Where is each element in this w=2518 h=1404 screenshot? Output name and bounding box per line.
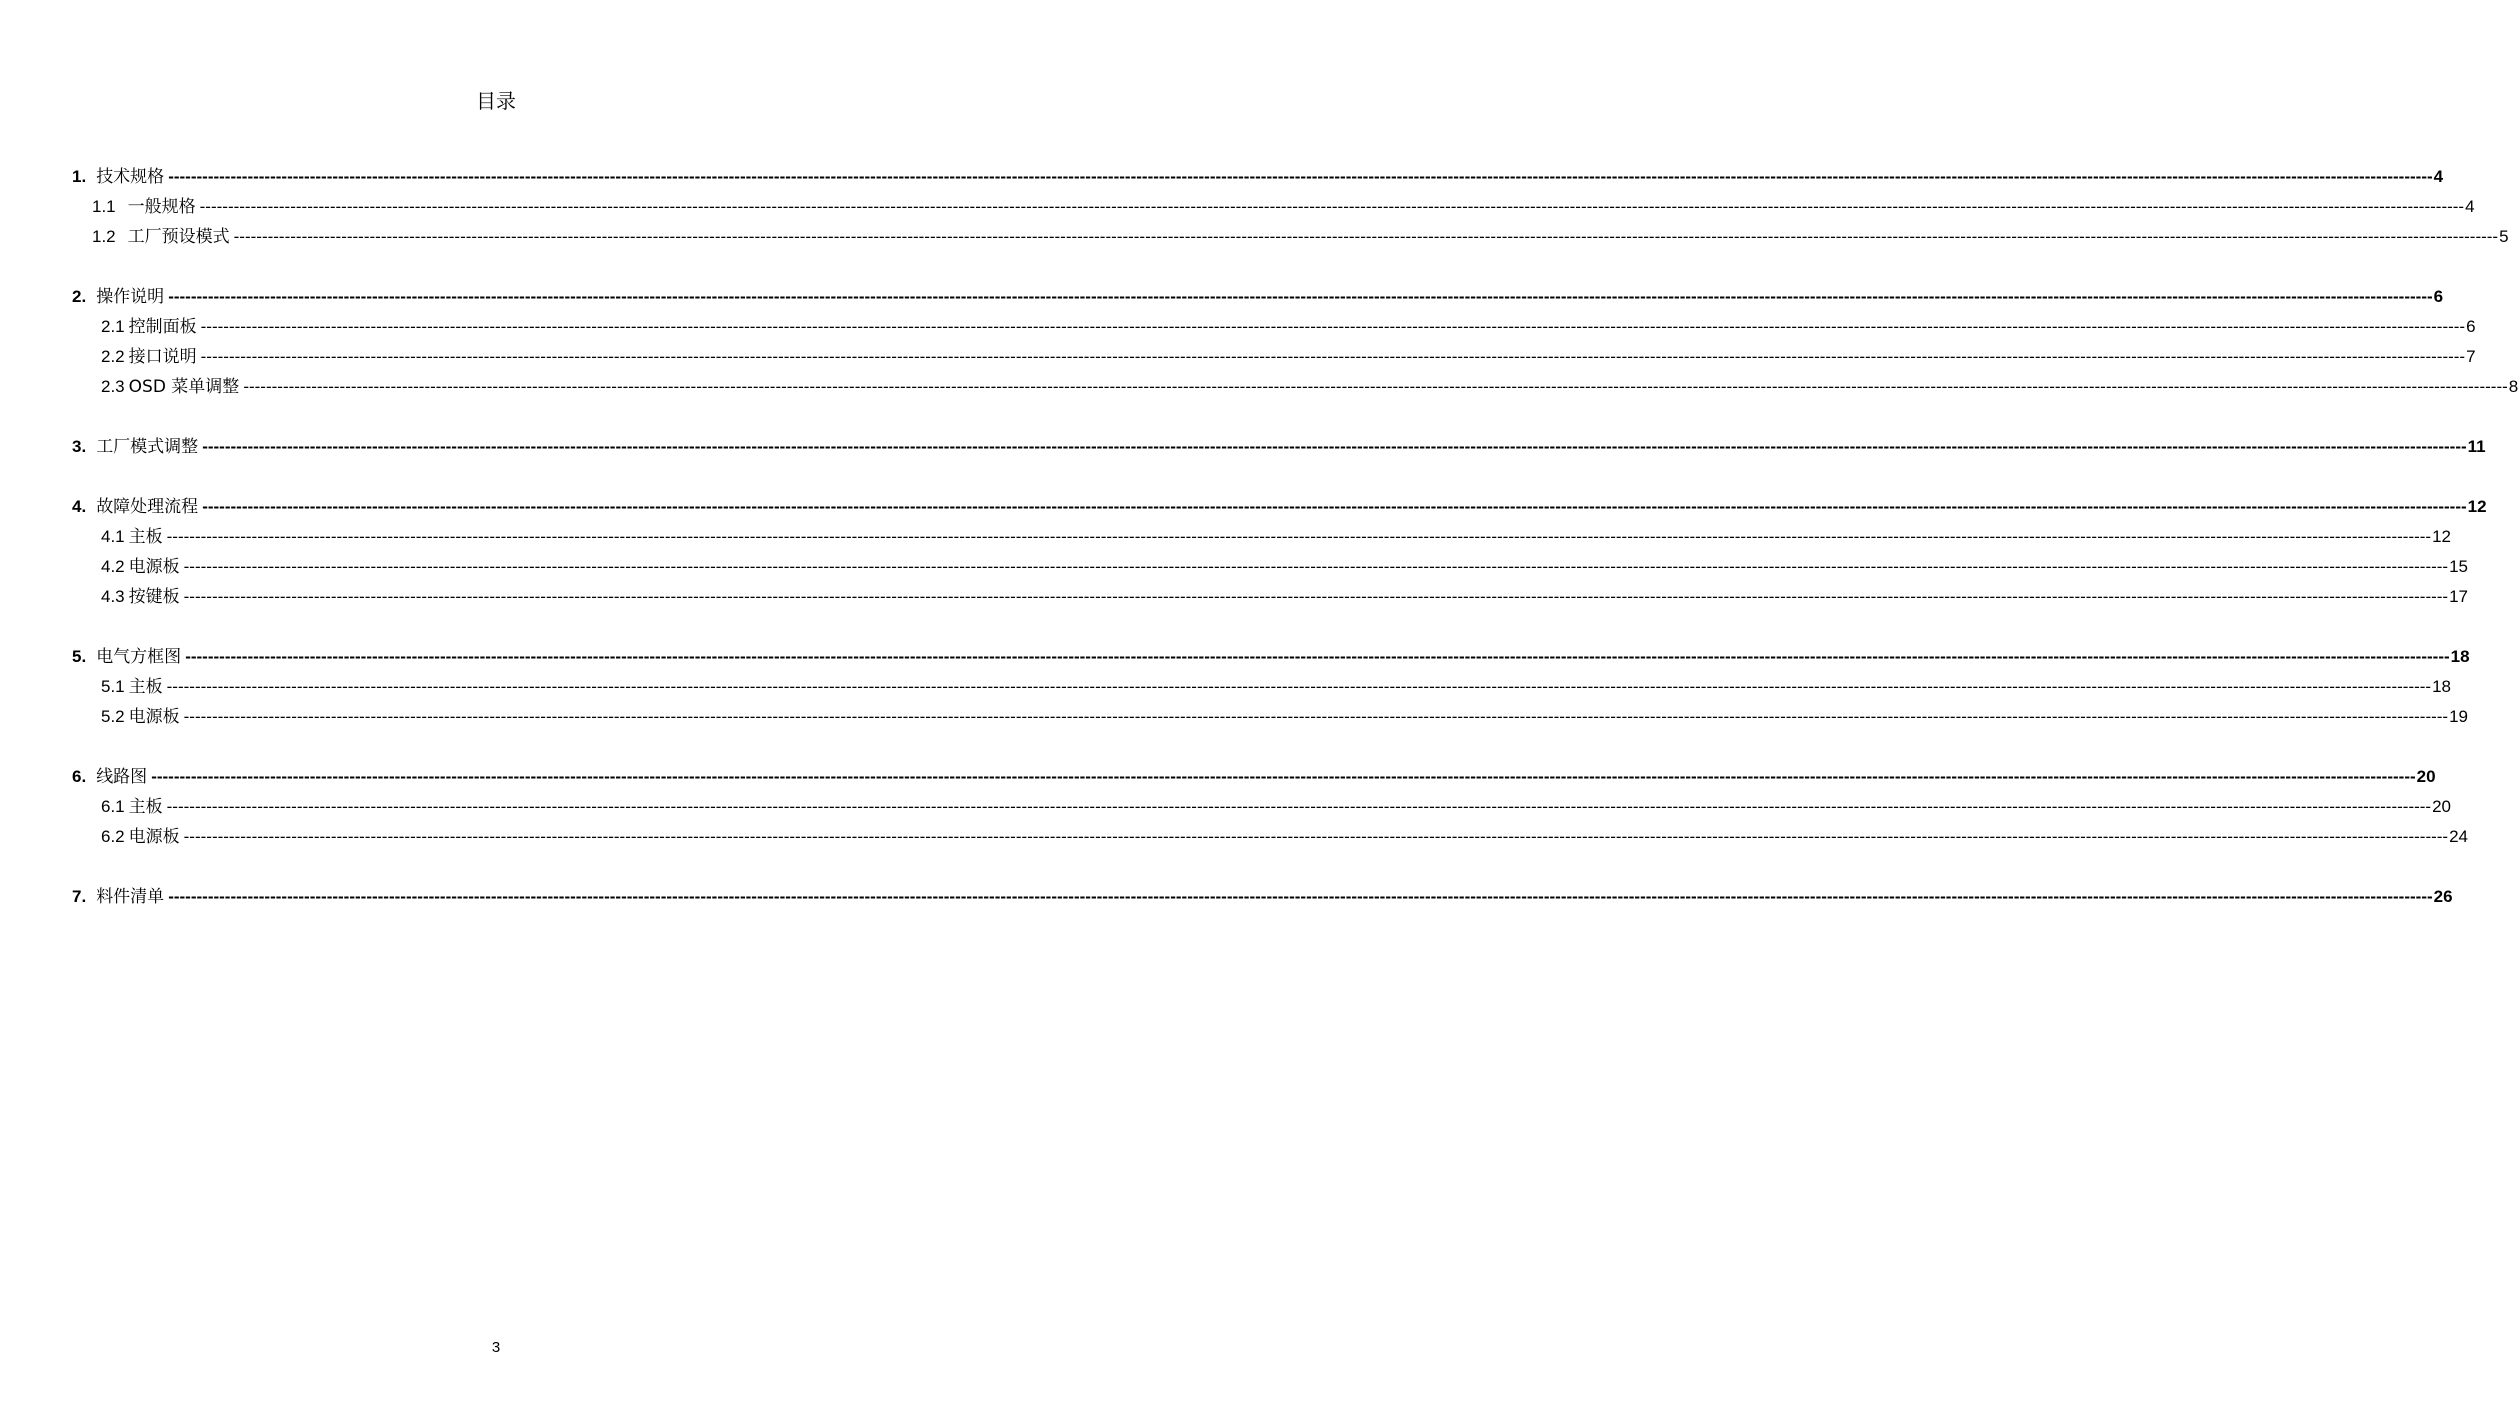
toc-entry-title: 电源板: [128, 827, 180, 847]
toc-entry[interactable]: [72, 645, 2470, 669]
toc-entry-page: 6: [2466, 317, 2476, 336]
toc-entry[interactable]: [92, 195, 2475, 219]
toc-entry-title: 接口说明: [128, 347, 197, 367]
toc-entry-title: 电源板: [128, 707, 180, 727]
toc-entry-number: 1.: [72, 167, 87, 186]
toc-entry-title: 工厂模式调整: [96, 437, 199, 457]
toc-entry-title: OSD 菜单调整: [128, 377, 240, 397]
toc-entry-title: 料件清单: [96, 887, 165, 907]
toc-entry[interactable]: [72, 885, 2453, 909]
dot-leader: ----------------------------------------------------------------------------------------------------------------------------------------------------------------------------------------------------------------------------------------------------------------------------------------------------------------------------------------------------------------------------------------------------------------: [168, 167, 2433, 186]
toc-entry-number: 1.2: [92, 227, 116, 246]
toc-entry-number: 6.1: [101, 797, 125, 816]
dot-leader: ----------------------------------------------------------------------------------------------------------------------------------------------------------------------------------------------------------------------------------------------------------------------------------------------------------------------------------------------------------------------------------------------------------------: [185, 647, 2450, 666]
toc-entry-page: 4: [2465, 197, 2475, 216]
dot-leader: ----------------------------------------------------------------------------------------------------------------------------------------------------------------------------------------------------------------------------------------------------------------------------------------------------------------------------------------------------------------------------------------------------------------: [233, 227, 2499, 246]
dot-leader: ----------------------------------------------------------------------------------------------------------------------------------------------------------------------------------------------------------------------------------------------------------------------------------------------------------------------------------------------------------------------------------------------------------------: [183, 587, 2449, 606]
dot-leader: ----------------------------------------------------------------------------------------------------------------------------------------------------------------------------------------------------------------------------------------------------------------------------------------------------------------------------------------------------------------------------------------------------------------: [199, 197, 2465, 216]
dot-leader: ----------------------------------------------------------------------------------------------------------------------------------------------------------------------------------------------------------------------------------------------------------------------------------------------------------------------------------------------------------------------------------------------------------------: [200, 317, 2466, 336]
toc-entry[interactable]: [101, 675, 2452, 699]
toc-entry[interactable]: [92, 225, 2509, 249]
page-title: 目录: [476, 89, 516, 113]
toc-entry[interactable]: [101, 795, 2452, 819]
toc-entry-title: 工厂预设模式: [127, 227, 230, 247]
dot-leader: ----------------------------------------------------------------------------------------------------------------------------------------------------------------------------------------------------------------------------------------------------------------------------------------------------------------------------------------------------------------------------------------------------------------: [151, 767, 2416, 786]
dot-leader: ----------------------------------------------------------------------------------------------------------------------------------------------------------------------------------------------------------------------------------------------------------------------------------------------------------------------------------------------------------------------------------------------------------------: [166, 677, 2432, 696]
toc-entry-title: 主板: [128, 677, 163, 697]
toc-entry[interactable]: [101, 825, 2469, 849]
toc-entry[interactable]: [72, 765, 2436, 789]
page-number: 3: [491, 1339, 501, 1356]
toc-entry[interactable]: [101, 555, 2469, 579]
toc-entry-number: 2.: [72, 287, 87, 306]
toc-entry-title: 控制面板: [128, 317, 197, 337]
toc-entry-title: 主板: [128, 527, 163, 547]
dot-leader: ----------------------------------------------------------------------------------------------------------------------------------------------------------------------------------------------------------------------------------------------------------------------------------------------------------------------------------------------------------------------------------------------------------------: [243, 377, 2508, 396]
toc-entry-number: 6.: [72, 767, 87, 786]
dot-leader: ----------------------------------------------------------------------------------------------------------------------------------------------------------------------------------------------------------------------------------------------------------------------------------------------------------------------------------------------------------------------------------------------------------------: [166, 527, 2432, 546]
toc-entry-number: 2.2: [101, 347, 125, 366]
dot-leader: ----------------------------------------------------------------------------------------------------------------------------------------------------------------------------------------------------------------------------------------------------------------------------------------------------------------------------------------------------------------------------------------------------------------: [200, 347, 2466, 366]
toc-entry-title: 线路图: [96, 767, 148, 787]
toc-entry[interactable]: [72, 495, 2487, 519]
toc-entry-page: 7: [2466, 347, 2476, 366]
dot-leader: ----------------------------------------------------------------------------------------------------------------------------------------------------------------------------------------------------------------------------------------------------------------------------------------------------------------------------------------------------------------------------------------------------------------: [168, 287, 2433, 306]
toc-entry-title: 一般规格: [127, 197, 196, 217]
toc-entry-page: 11: [2467, 437, 2486, 456]
toc-entry-page: 20: [2416, 767, 2436, 786]
toc-entry[interactable]: [101, 315, 2476, 339]
toc-entry-page: 18: [2432, 677, 2452, 696]
toc-entry[interactable]: [101, 705, 2469, 729]
toc-entry-number: 4.2: [101, 557, 125, 576]
toc-entry-page: 20: [2432, 797, 2452, 816]
toc-entry-title: 电源板: [128, 557, 180, 577]
toc-entry-title: 操作说明: [96, 287, 165, 307]
toc-entry-page: 15: [2449, 557, 2469, 576]
toc-entry-page: 26: [2433, 887, 2453, 906]
toc-entry-page: 12: [2432, 527, 2452, 546]
dot-leader: ----------------------------------------------------------------------------------------------------------------------------------------------------------------------------------------------------------------------------------------------------------------------------------------------------------------------------------------------------------------------------------------------------------------: [183, 557, 2449, 576]
toc-entry-title: 主板: [128, 797, 163, 817]
toc-entry-number: 5.: [72, 647, 87, 666]
dot-leader: ----------------------------------------------------------------------------------------------------------------------------------------------------------------------------------------------------------------------------------------------------------------------------------------------------------------------------------------------------------------------------------------------------------------: [168, 887, 2433, 906]
toc-entry-number: 4.1: [101, 527, 125, 546]
toc-entry-page: 24: [2449, 827, 2469, 846]
toc-entry[interactable]: [101, 345, 2476, 369]
toc-entry-title: 电气方框图: [96, 647, 182, 667]
dot-leader: ----------------------------------------------------------------------------------------------------------------------------------------------------------------------------------------------------------------------------------------------------------------------------------------------------------------------------------------------------------------------------------------------------------------: [202, 497, 2467, 516]
toc-entry-number: 1.1: [92, 197, 116, 216]
toc-entry-title: 按键板: [128, 587, 180, 607]
toc-entry-number: 3.: [72, 437, 87, 456]
toc-entry[interactable]: [101, 525, 2452, 549]
toc-entry-page: 17: [2449, 587, 2469, 606]
toc-entry-number: 2.1: [101, 317, 125, 336]
toc-entry[interactable]: [101, 585, 2469, 609]
toc-entry[interactable]: [101, 375, 2518, 399]
toc-entry-page: 18: [2450, 647, 2470, 666]
toc-entry[interactable]: [72, 435, 2486, 459]
dot-leader: ----------------------------------------------------------------------------------------------------------------------------------------------------------------------------------------------------------------------------------------------------------------------------------------------------------------------------------------------------------------------------------------------------------------: [183, 707, 2449, 726]
toc-entry-page: 5: [2499, 227, 2509, 246]
toc-entry-page: 8: [2508, 377, 2518, 396]
toc-entry-page: 12: [2467, 497, 2487, 516]
toc-entry-number: 5.2: [101, 707, 125, 726]
toc-entry-page: 19: [2449, 707, 2469, 726]
dot-leader: ----------------------------------------------------------------------------------------------------------------------------------------------------------------------------------------------------------------------------------------------------------------------------------------------------------------------------------------------------------------------------------------------------------------: [202, 437, 2467, 456]
toc-entry-number: 4.: [72, 497, 87, 516]
toc-entry[interactable]: [72, 285, 2444, 309]
toc-entry[interactable]: [72, 165, 2444, 189]
toc-entry-title: 故障处理流程: [96, 497, 199, 517]
dot-leader: ----------------------------------------------------------------------------------------------------------------------------------------------------------------------------------------------------------------------------------------------------------------------------------------------------------------------------------------------------------------------------------------------------------------: [166, 797, 2432, 816]
toc-entry-number: 5.1: [101, 677, 125, 696]
toc-entry-number: 2.3: [101, 377, 125, 396]
toc-entry-number: 7.: [72, 887, 87, 906]
toc-entry-page: 4: [2433, 167, 2444, 186]
dot-leader: ----------------------------------------------------------------------------------------------------------------------------------------------------------------------------------------------------------------------------------------------------------------------------------------------------------------------------------------------------------------------------------------------------------------: [183, 827, 2449, 846]
toc-entry-page: 6: [2433, 287, 2444, 306]
toc-entry-number: 6.2: [101, 827, 125, 846]
toc-entry-number: 4.3: [101, 587, 125, 606]
toc-entry-title: 技术规格: [96, 167, 165, 187]
